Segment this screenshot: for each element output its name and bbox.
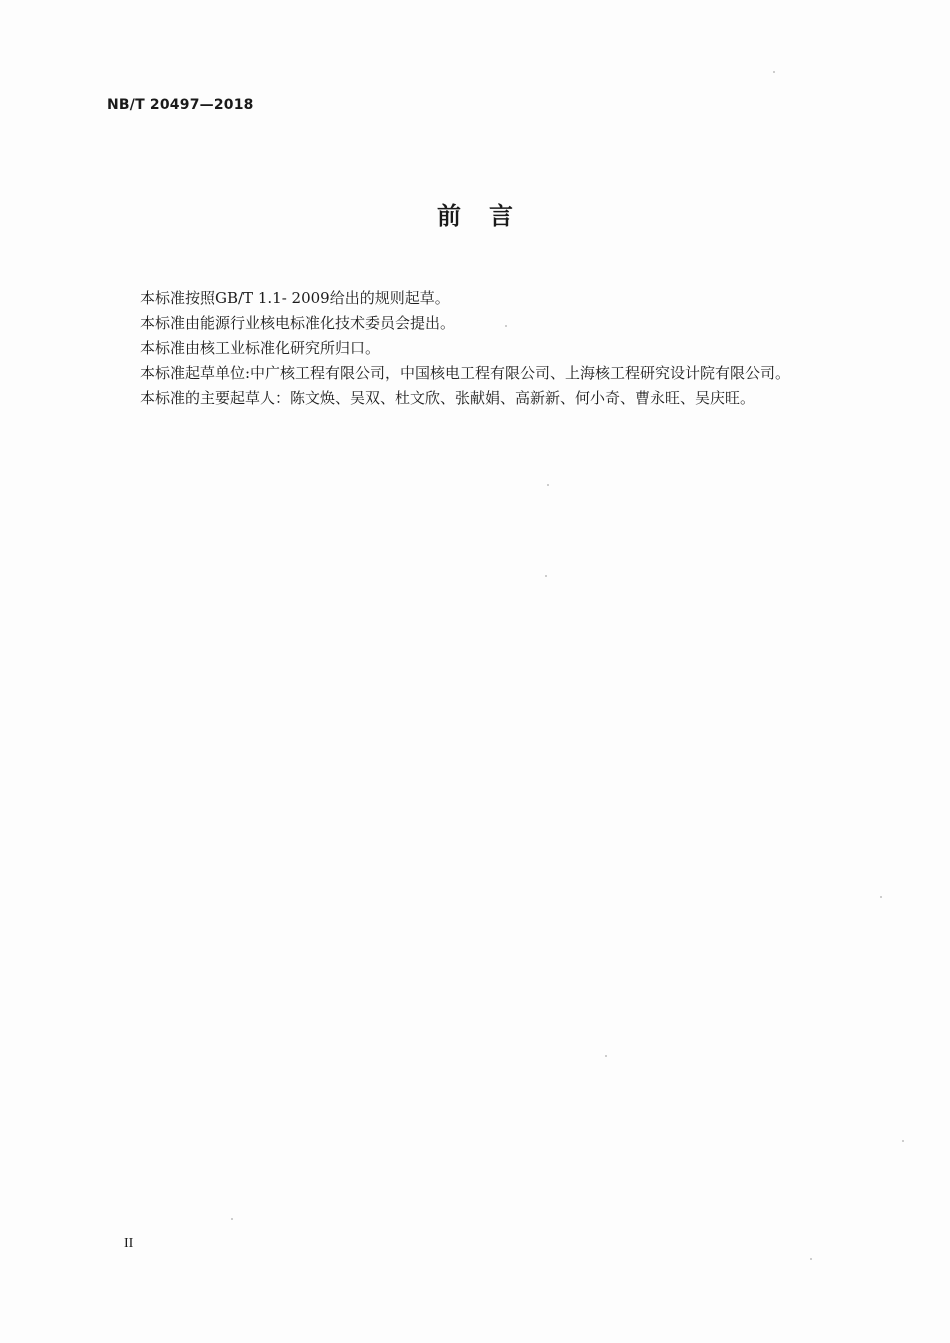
paragraph-main-drafters: 本标准的主要起草人：陈文焕、吴双、杜文欣、张献娟、高新新、何小奇、曹永旺、吴庆旺。 [140,389,756,407]
page-title: 前言 [437,202,541,230]
scan-speck [547,484,549,486]
paragraph-proposed-by: 本标准由能源行业核电标准化技术委员会提出。 [140,314,456,332]
preface-body [140,286,920,411]
scan-speck [231,1218,233,1220]
scan-speck [505,325,507,327]
paragraph-drafting-units: 本标准起草单位:中广核工程有限公司，中国核电工程有限公司、上海核工程研究设计院有限公司。 [140,364,791,382]
document-code: NB/T 20497—2018 [107,97,254,113]
scan-speck [880,896,882,898]
scan-speck [902,1140,904,1142]
scan-speck [810,1258,812,1260]
page-number: II [124,1236,134,1251]
paragraph-managed-by: 本标准由核工业标准化研究所归口。 [140,339,381,357]
paragraph-drafting-rules: 本标准按照GB/T 1.1- 2009给出的规则起草。 [140,289,450,307]
scan-speck [605,1055,607,1057]
scan-speck [773,71,775,73]
scan-speck [545,575,547,577]
